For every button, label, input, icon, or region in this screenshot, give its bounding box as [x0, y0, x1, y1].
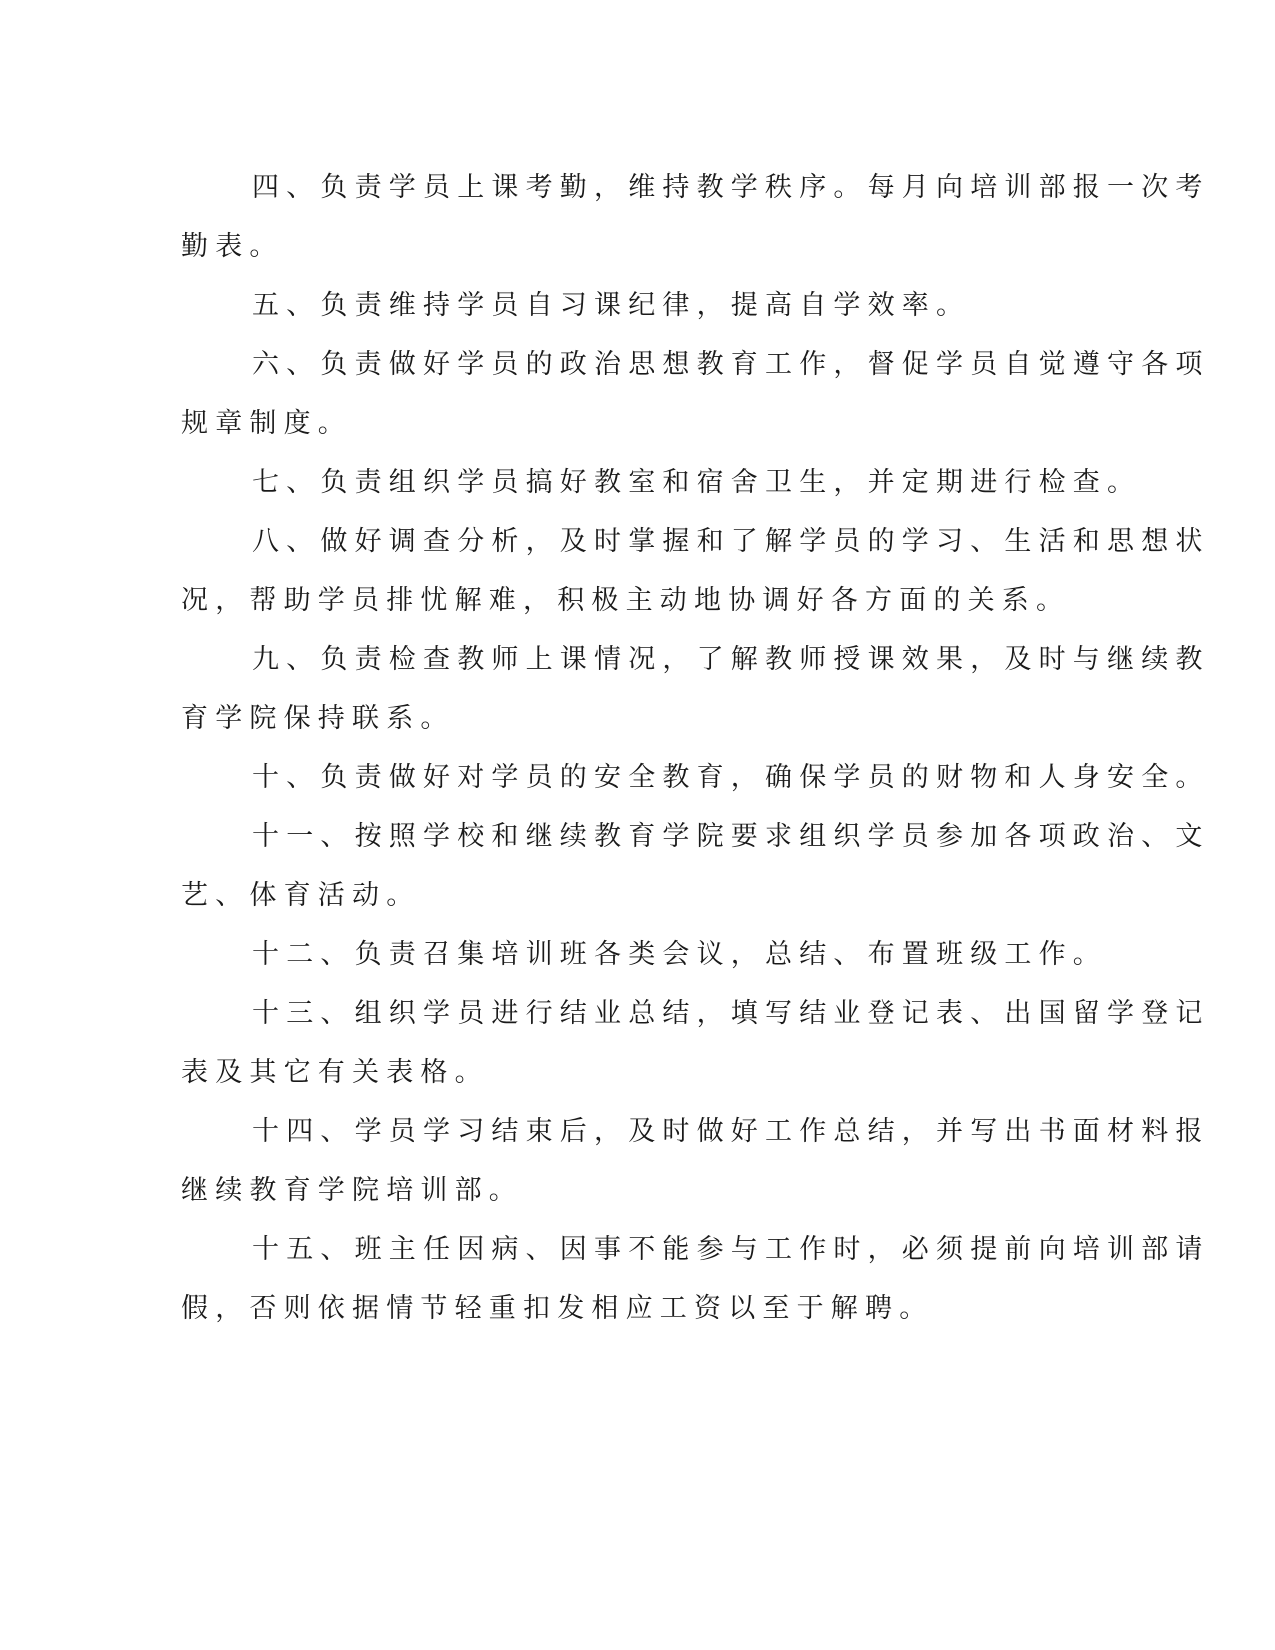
paragraph-9-line-2: 育学院保持联系。: [181, 703, 455, 734]
paragraph-6-line-2: 规章制度。: [181, 408, 352, 439]
paragraph-10-line-1: 十、负责做好对学员的安全教育，确保学员的财物和人身安全。: [252, 762, 1210, 793]
paragraph-7-line-1: 七、负责组织学员搞好教室和宿舍卫生，并定期进行检查。: [252, 467, 1142, 498]
paragraph-9-line-1: 九、负责检查教师上课情况，了解教师授课效果，及时与继续教: [252, 644, 1210, 675]
paragraph-6-line-1: 六、负责做好学员的政治思想教育工作，督促学员自觉遵守各项: [252, 349, 1210, 380]
paragraph-15-line-1: 十五、班主任因病、因事不能参与工作时，必须提前向培训部请: [252, 1234, 1210, 1265]
paragraph-8-line-1: 八、做好调查分析，及时掌握和了解学员的学习、生活和思想状: [252, 526, 1210, 557]
paragraph-11-line-2: 艺、体育活动。: [181, 880, 421, 911]
paragraph-15-line-2: 假，否则依据情节轻重扣发相应工资以至于解聘。: [181, 1293, 934, 1324]
paragraph-14-line-1: 十四、学员学习结束后，及时做好工作总结，并写出书面材料报: [252, 1116, 1210, 1147]
paragraph-13-line-2: 表及其它有关表格。: [181, 1057, 489, 1088]
paragraph-5-line-1: 五、负责维持学员自习课纪律，提高自学效率。: [252, 290, 971, 321]
paragraph-4-line-2: 勤表。: [181, 231, 284, 262]
paragraph-4-line-1: 四、负责学员上课考勤，维持教学秩序。每月向培训部报一次考: [252, 172, 1210, 203]
paragraph-8-line-2: 况，帮助学员排忧解难，积极主动地协调好各方面的关系。: [181, 585, 1071, 616]
paragraph-12-line-1: 十二、负责召集培训班各类会议，总结、布置班级工作。: [252, 939, 1107, 970]
document-body: [181, 158, 1210, 1338]
paragraph-11-line-1: 十一、按照学校和继续教育学院要求组织学员参加各项政治、文: [252, 821, 1210, 852]
paragraph-13-line-1: 十三、组织学员进行结业总结，填写结业登记表、出国留学登记: [252, 998, 1210, 1029]
paragraph-14-line-2: 继续教育学院培训部。: [181, 1175, 523, 1206]
